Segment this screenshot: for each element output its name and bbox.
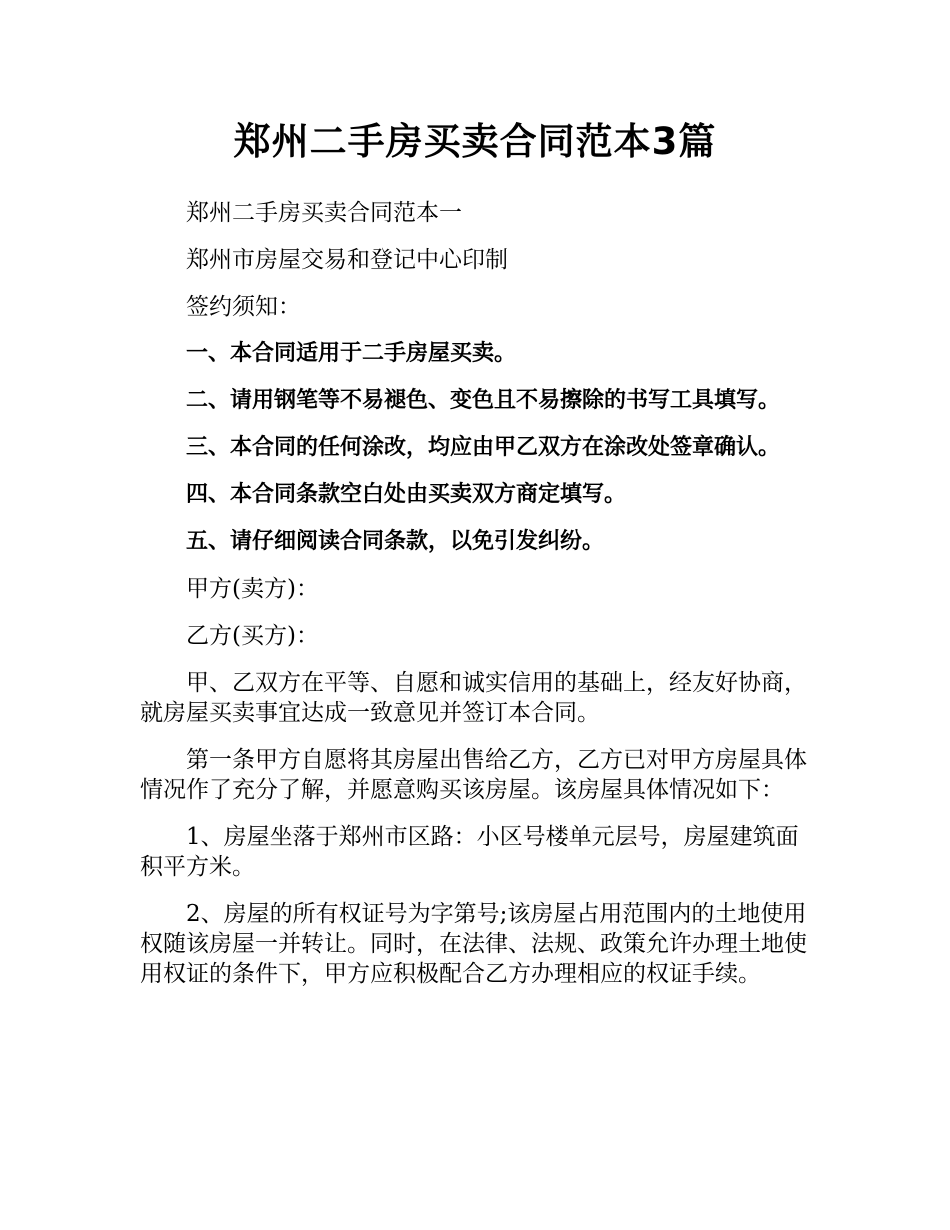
notice-item-3: 三、本合同的任何涂改，均应由甲乙双方在涂改处签章确认。: [186, 435, 781, 460]
article-1-item-2: 2、房屋的所有权证号为字第号;该房屋占用范围内的土地使用权随该房屋一并转让。同时，在法律、法规、政策允许办理土地使用权证的条件下，甲方应积极配合乙方办理相应的权证手续。: [140, 901, 807, 987]
paragraph-preamble: 甲、乙双方在平等、自愿和诚实信用的基础上，经友好协商，就房屋买卖事宜达成一致意见并签订本合同。: [140, 670, 807, 726]
paragraph-notice-heading: 签约须知：: [186, 294, 301, 320]
party-b-buyer: 乙方(买方)：: [186, 623, 319, 649]
paragraph-subtitle: 郑州二手房买卖合同范本一: [186, 200, 462, 226]
notice-item-4: 四、本合同条款空白处由买卖双方商定填写。: [186, 482, 627, 507]
party-a-seller: 甲方(卖方)：: [186, 576, 319, 602]
document-title: 郑州二手房买卖合同范本3篇: [233, 120, 717, 163]
document-body: [140, 198, 812, 1006]
article-1-item-1: 1、房屋坐落于郑州市区路：小区号楼单元层号，房屋建筑面积平方米。: [140, 824, 799, 880]
notice-item-2: 二、请用钢笔等不易褪色、变色且不易擦除的书写工具填写。: [186, 388, 781, 413]
paragraph-issuer: 郑州市房屋交易和登记中心印制: [186, 247, 508, 273]
notice-item-5: 五、请仔细阅读合同条款，以免引发纠纷。: [186, 529, 605, 554]
article-1: 第一条甲方自愿将其房屋出售给乙方，乙方已对甲方房屋具体情况作了充分了解，并愿意购买该房屋。该房屋具体情况如下：: [140, 747, 807, 803]
notice-item-1: 一、本合同适用于二手房屋买卖。: [186, 341, 517, 366]
